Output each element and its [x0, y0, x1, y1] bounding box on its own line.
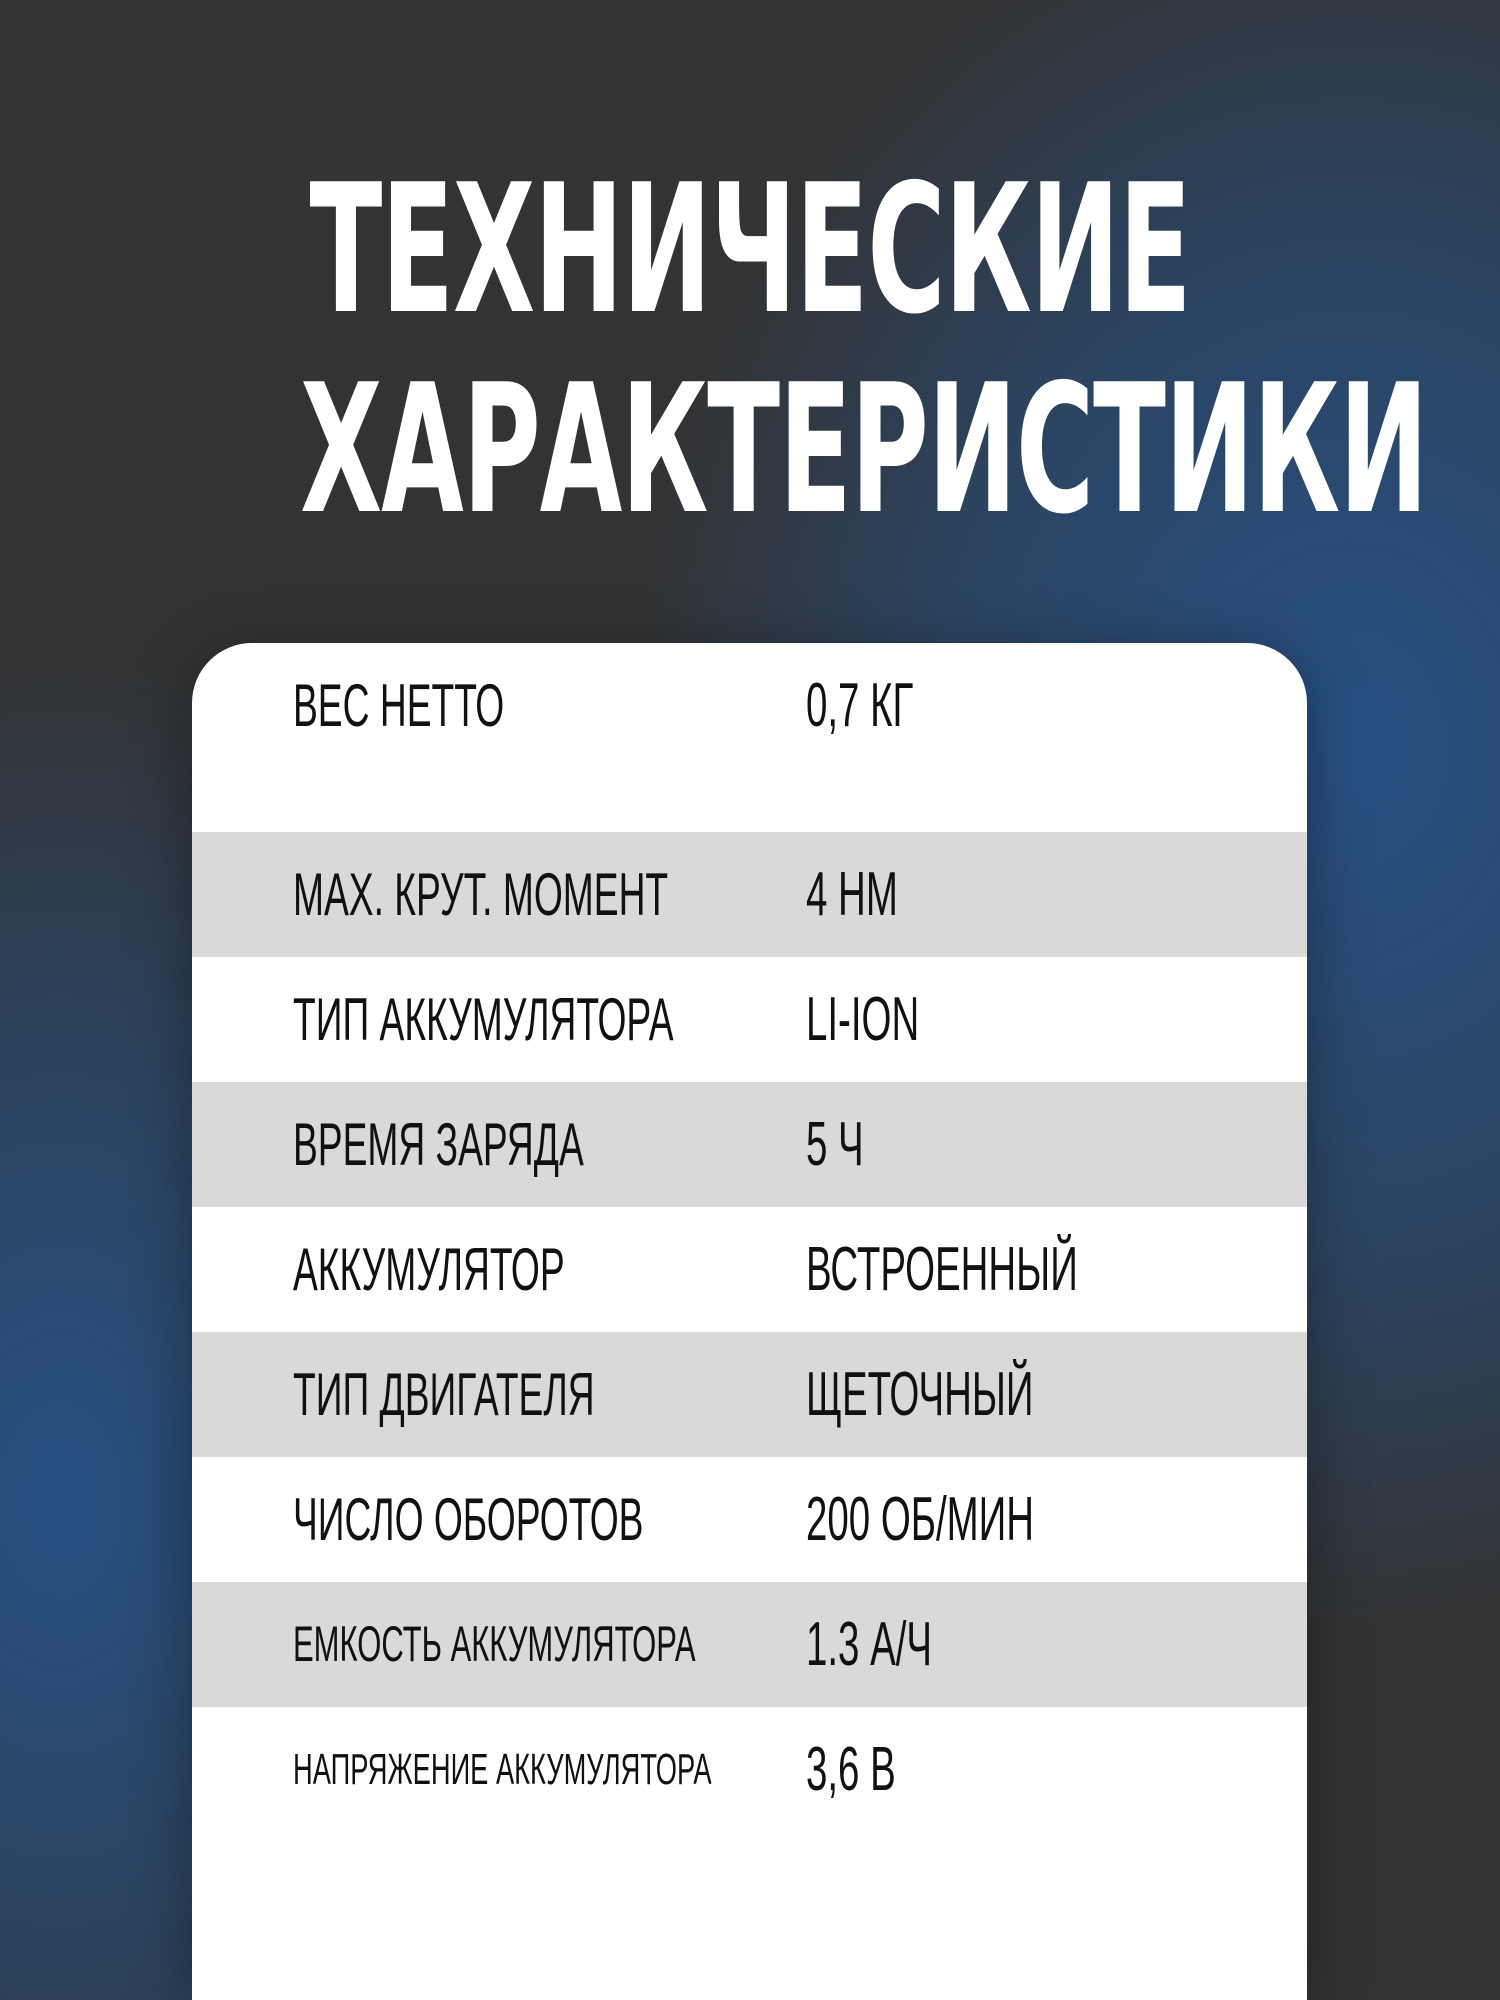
spec-value: 3,6 В: [806, 1735, 896, 1804]
spec-value: LI-ION: [806, 985, 920, 1054]
spec-row-weight: [192, 643, 1307, 768]
spec-label: ЧИСЛО ОБОРОТОВ: [293, 1486, 644, 1553]
spec-value: 0,7 КГ: [806, 671, 914, 740]
spec-value: 1.3 А/Ч: [806, 1610, 933, 1679]
spec-label: ВЕС НЕТТО: [293, 672, 505, 739]
spec-label: ЕМКОСТЬ АККУМУЛЯТОРА: [293, 1616, 696, 1672]
specs-card: [192, 643, 1307, 2000]
spec-row-battery-type: [192, 957, 1307, 1082]
spec-value: 4 НМ: [806, 860, 898, 929]
spec-row-rpm: [192, 1457, 1307, 1582]
spec-label: ТИП АККУМУЛЯТОРА: [293, 986, 674, 1053]
page-title: [0, 146, 1500, 553]
spec-row-battery: [192, 1207, 1307, 1332]
spec-row-motor-type: [192, 1332, 1307, 1457]
spec-label: ВРЕМЯ ЗАРЯДА: [293, 1111, 584, 1178]
spec-row-battery-capacity: [192, 1582, 1307, 1707]
page-title-line-1: ТЕХНИЧЕСКИЕ: [309, 146, 1191, 353]
spec-row-battery-voltage: [192, 1707, 1307, 1832]
spec-value: ВСТРОЕННЫЙ: [806, 1235, 1078, 1304]
spec-value: 200 ОБ/МИН: [806, 1485, 1035, 1554]
spec-label: ТИП ДВИГАТЕЛЯ: [293, 1361, 595, 1428]
spec-label: MAX. КРУТ. МОМЕНТ: [293, 861, 669, 928]
spec-label: АККУМУЛЯТОР: [293, 1236, 565, 1303]
spec-row-charge-time: [192, 1082, 1307, 1207]
spec-label: НАПРЯЖЕНИЕ АККУМУЛЯТОРА: [293, 1745, 712, 1794]
spec-value: 5 Ч: [806, 1110, 864, 1179]
page-title-line-2: ХАРАКТЕРИСТИКИ: [299, 346, 1428, 553]
spec-value: ЩЕТОЧНЫЙ: [806, 1360, 1034, 1429]
spec-row-max-torque: [192, 832, 1307, 957]
